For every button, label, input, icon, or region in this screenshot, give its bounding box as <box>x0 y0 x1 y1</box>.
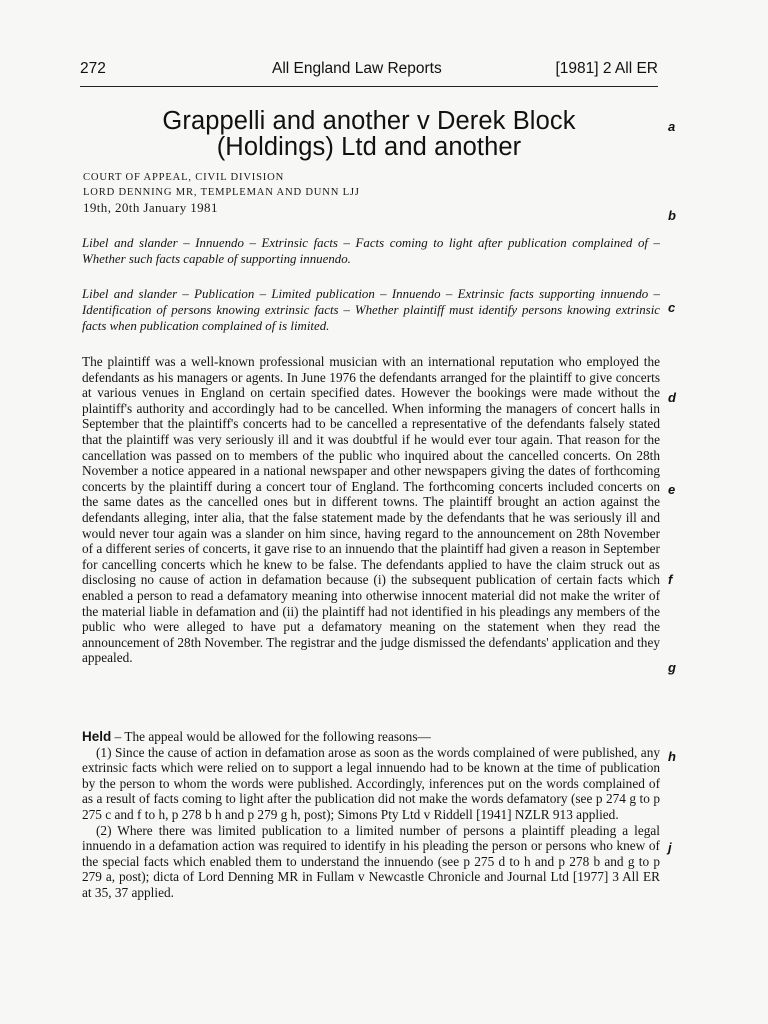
held-point-1: (1) Since the cause of action in defamation arose as soon as the words complained of were published, any extrinsic facts which were relied on to support a legal innuendo had to be known at the time of publication by the person to whom the words were published. Accordingly, inferences put on the words complained of as a result of facts coming to light after the publication did not make the words defamatory (see p 274 g to p 275 c and f to h, p 278 b h and p 279 g h, post); Simons Pty Ltd v Riddell [1941] NZLR 913 applied. <box>82 744 660 822</box>
hearing-date: 19th, 20th January 1981 <box>83 200 218 215</box>
case-title-line-1: Grappelli and another v Derek Block <box>162 107 576 135</box>
held-intro <box>82 729 660 745</box>
margin-letter-e: e <box>668 482 676 497</box>
court-info <box>83 170 643 215</box>
header-rule <box>80 86 658 87</box>
catchword-1: Libel and slander – Innuendo – Extrinsic facts – Facts coming to light after publication complained of – Whether such facts capable of supporting innuendo. <box>82 236 660 266</box>
margin-letter-a: a <box>668 119 676 134</box>
margin-letter-h: h <box>668 749 676 764</box>
headnote-summary <box>82 354 660 666</box>
summary-paragraph: The plaintiff was a well-known professional musician with an international reputation who employed the defendants as his managers or agents. In June 1976 the defendants arranged for the plaintiff to give concerts at various venues in England on certain specified dates. However the bookings were made without the plaintiff's authority and accordingly had to be cancelled. When informing the managers of concert halls in September that the plaintiff's concerts had to be cancelled a representative of the defendants falsely stated that the plaintiff was very seriously ill and it was doubtful if he would ever tour again. That reason for the cancellation was passed on to members of the public who inquired about the cancelled concerts. On 28th November a notice appeared in a national newspaper and other newspapers giving the dates of forthcoming concerts by the plaintiff during a concert tour of England. The forthcoming concerts included concerts on the same dates as the cancelled ones but in different towns. The plaintiff brought an action against the defendants alleging, inter alia, that the false statement made by the defendants that he was seriously ill and would never tour again was a slander on him since, having regard to the announcement on 28th November of a different series of concerts, it gave rise to an innuendo that the plaintiff had given a reason in September for cancelling concerts which he knew to be false. The defendants applied to have the claim struck out as disclosing no cause of action in defamation because (i) the subsequent publication of certain facts which enabled a person to read a defamatory meaning into otherwise innocent material did not make the writer of the material liable in defamation and (ii) the plaintiff had not identified in his pleadings any members of the public who were alleged to have put a defamatory meaning on the statement when they read the announcement of 28th November. The registrar and the judge dismissed the defendants' application and they appealed. <box>82 354 660 666</box>
held-section <box>82 729 660 901</box>
margin-letter-j: j <box>668 840 672 855</box>
margin-letter-f: f <box>668 572 673 587</box>
margin-letter-c: c <box>668 300 676 315</box>
held-intro-text: – The appeal would be allowed for the following reasons— <box>111 729 431 744</box>
case-title-line-2: (Holdings) Ltd and another <box>216 133 522 161</box>
case-title <box>80 108 658 160</box>
margin-letter-d: d <box>668 390 676 405</box>
held-label: Held <box>82 729 112 744</box>
margin-letter-g: g <box>668 660 676 675</box>
catchword-2: Libel and slander – Publication – Limited publication – Innuendo – Extrinsic facts supporting innuendo – Identification of persons knowing extrinsic facts – Whether plaintiff must identify persons knowing extrinsic facts when publication complained of is limited. <box>82 287 660 333</box>
report-title: All England Law Reports <box>272 60 442 77</box>
judges: LORD DENNING MR, TEMPLEMAN AND DUNN LJJ <box>83 187 360 198</box>
page-number: 272 <box>80 60 106 77</box>
court-name: COURT OF APPEAL, CIVIL DIVISION <box>83 172 285 183</box>
running-head <box>80 58 658 84</box>
report-citation: [1981] 2 All ER <box>555 60 658 77</box>
margin-letter-b: b <box>668 208 676 223</box>
held-point-2: (2) Where there was limited publication to a limited number of persons a plaintiff pleading a legal innuendo in a defamation action was required to identify in his pleading the person or persons who knew of the special facts which enabled them to understand the innuendo (see p 275 d to h and p 278 b and g to p 279 a, post); dicta of Lord Denning MR in Fullam v Newcastle Chronicle and Journal Ltd [1977] 3 All ER at 35, 37 applied. <box>82 822 660 900</box>
